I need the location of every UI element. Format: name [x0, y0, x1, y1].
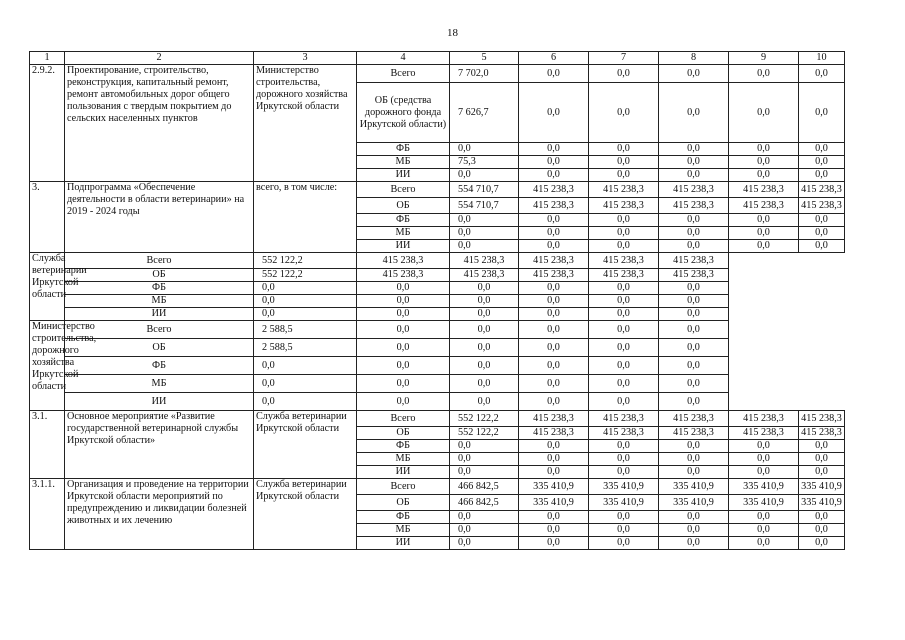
- value-year-1: 335 410,9: [519, 479, 589, 495]
- value-year-3: 335 410,9: [659, 495, 729, 511]
- funding-source: ФБ: [357, 440, 450, 453]
- value-year-1: 415 238,3: [357, 269, 450, 282]
- value-year-4: 0,0: [729, 214, 799, 227]
- funding-source: ФБ: [65, 357, 254, 375]
- column-header: 9: [729, 52, 799, 65]
- value-year-5: 0,0: [659, 375, 729, 393]
- item-code: 3.1.1.: [30, 479, 65, 550]
- item-code: 3.1.: [30, 411, 65, 479]
- value-year-5: 0,0: [799, 511, 845, 524]
- value-year-2: 0,0: [450, 339, 519, 357]
- value-year-3: 0,0: [659, 240, 729, 253]
- funding-source: ИИ: [357, 466, 450, 479]
- value-year-5: 0,0: [659, 295, 729, 308]
- table-row: [30, 282, 845, 295]
- value-year-2: 0,0: [450, 295, 519, 308]
- value-year-5: 335 410,9: [799, 495, 845, 511]
- value-year-3: 0,0: [519, 339, 589, 357]
- value-year-2: 335 410,9: [589, 479, 659, 495]
- column-header: 7: [589, 52, 659, 65]
- value-year-3: 0,0: [659, 466, 729, 479]
- column-header: 2: [65, 52, 254, 65]
- value-year-1: 0,0: [519, 214, 589, 227]
- funding-source: ОБ: [65, 339, 254, 357]
- value-year-5: 0,0: [799, 466, 845, 479]
- value-total: 0,0: [450, 511, 519, 524]
- value-year-2: 415 238,3: [589, 411, 659, 427]
- value-year-2: 0,0: [589, 511, 659, 524]
- value-year-2: 415 238,3: [450, 269, 519, 282]
- value-year-1: 415 238,3: [519, 198, 589, 214]
- value-total: 466 842,5: [450, 479, 519, 495]
- value-total: 2 588,5: [254, 339, 357, 357]
- value-year-1: 0,0: [519, 143, 589, 156]
- item-code: 2.9.2.: [30, 65, 65, 182]
- value-year-5: 0,0: [799, 169, 845, 182]
- funding-source: Всего: [357, 411, 450, 427]
- value-year-4: 0,0: [729, 156, 799, 169]
- value-year-2: 415 238,3: [450, 253, 519, 269]
- value-total: 0,0: [450, 240, 519, 253]
- value-year-3: 0,0: [519, 393, 589, 411]
- value-year-3: 0,0: [659, 143, 729, 156]
- value-year-5: 0,0: [799, 227, 845, 240]
- value-year-4: 415 238,3: [729, 411, 799, 427]
- value-year-1: 415 238,3: [519, 182, 589, 198]
- value-year-3: 0,0: [659, 65, 729, 83]
- value-year-4: 0,0: [729, 83, 799, 143]
- funding-source: ИИ: [65, 308, 254, 321]
- value-year-1: 0,0: [519, 440, 589, 453]
- value-year-2: 0,0: [589, 214, 659, 227]
- value-year-2: 0,0: [589, 83, 659, 143]
- value-year-2: 0,0: [450, 357, 519, 375]
- value-year-2: 0,0: [589, 143, 659, 156]
- value-year-4: 0,0: [729, 440, 799, 453]
- funding-source: ФБ: [357, 143, 450, 156]
- value-total: 554 710,7: [450, 198, 519, 214]
- value-year-4: 0,0: [589, 321, 659, 339]
- value-year-1: 0,0: [357, 321, 450, 339]
- funding-source: МБ: [65, 295, 254, 308]
- value-year-1: 0,0: [519, 156, 589, 169]
- value-year-2: 0,0: [589, 466, 659, 479]
- value-year-4: 0,0: [589, 308, 659, 321]
- table-row: [30, 357, 845, 375]
- value-year-2: 0,0: [589, 169, 659, 182]
- value-year-3: 415 238,3: [659, 198, 729, 214]
- value-total: 0,0: [254, 295, 357, 308]
- executor: Министерство строительства, дорожного хозяйства Иркутской области: [254, 65, 357, 182]
- funding-source: Всего: [357, 479, 450, 495]
- value-year-4: 0,0: [729, 524, 799, 537]
- funding-source: ФБ: [65, 282, 254, 295]
- value-year-4: 0,0: [729, 453, 799, 466]
- value-total: 75,3: [450, 156, 519, 169]
- value-year-3: 0,0: [659, 156, 729, 169]
- table-row: [30, 308, 845, 321]
- value-year-2: 415 238,3: [589, 182, 659, 198]
- value-year-5: 0,0: [799, 214, 845, 227]
- funding-source: ИИ: [65, 393, 254, 411]
- value-year-5: 415 238,3: [799, 198, 845, 214]
- value-year-3: 0,0: [659, 537, 729, 550]
- value-year-2: 0,0: [589, 524, 659, 537]
- value-year-4: 0,0: [729, 65, 799, 83]
- value-total: 0,0: [450, 143, 519, 156]
- column-header: 6: [519, 52, 589, 65]
- value-total: 466 842,5: [450, 495, 519, 511]
- value-year-2: 0,0: [589, 537, 659, 550]
- value-total: 0,0: [450, 227, 519, 240]
- table-row: [30, 269, 845, 282]
- column-header: 10: [799, 52, 845, 65]
- value-total: 0,0: [254, 308, 357, 321]
- funding-source: Всего: [357, 182, 450, 198]
- value-year-4: 0,0: [729, 143, 799, 156]
- value-year-2: 0,0: [450, 321, 519, 339]
- value-year-2: 415 238,3: [589, 198, 659, 214]
- column-header: 5: [450, 52, 519, 65]
- item-name: Организация и проведение на территории Иркутской области мероприятий по предупреждению и ликвидации болезней животных и их лечению: [65, 479, 254, 550]
- value-year-5: 415 238,3: [659, 269, 729, 282]
- value-year-5: 0,0: [659, 282, 729, 295]
- table-row: [30, 253, 845, 269]
- value-year-1: 0,0: [357, 295, 450, 308]
- value-year-5: 415 238,3: [799, 182, 845, 198]
- value-total: 2 588,5: [254, 321, 357, 339]
- value-year-3: 0,0: [659, 440, 729, 453]
- table-row: [30, 339, 845, 357]
- value-year-4: 0,0: [729, 466, 799, 479]
- table-row: [30, 321, 845, 339]
- value-year-1: 0,0: [519, 453, 589, 466]
- item-name: Основное мероприятие «Развитие государственной ветеринарной службы Иркутской области»: [65, 411, 254, 479]
- value-year-3: 0,0: [659, 511, 729, 524]
- value-total: 554 710,7: [450, 182, 519, 198]
- value-year-4: 0,0: [589, 295, 659, 308]
- item-name: Проектирование, строительство, реконструкция, капитальный ремонт, ремонт автомобильных дорог общего пользования с твердым покрытием до сельских населенных пунктов: [65, 65, 254, 182]
- value-year-1: 0,0: [519, 83, 589, 143]
- value-year-4: 0,0: [589, 339, 659, 357]
- value-year-3: 0,0: [519, 295, 589, 308]
- executor: Министерство строительства, дорожного хозяйства Иркутской области: [30, 321, 65, 411]
- value-total: 0,0: [450, 440, 519, 453]
- value-total: 0,0: [254, 393, 357, 411]
- funding-source: ИИ: [357, 537, 450, 550]
- value-year-5: 335 410,9: [799, 479, 845, 495]
- value-year-3: 0,0: [659, 214, 729, 227]
- value-year-5: 0,0: [799, 524, 845, 537]
- value-year-1: 415 238,3: [357, 253, 450, 269]
- value-year-5: 0,0: [659, 393, 729, 411]
- value-year-3: 0,0: [519, 308, 589, 321]
- value-year-3: 415 238,3: [659, 182, 729, 198]
- value-year-5: 415 238,3: [799, 427, 845, 440]
- funding-source: ОБ: [65, 269, 254, 282]
- value-year-2: 0,0: [589, 453, 659, 466]
- funding-source: МБ: [357, 156, 450, 169]
- value-year-4: 0,0: [589, 282, 659, 295]
- item-name: Подпрограмма «Обеспечение деятельности в области ветеринарии» на 2019 - 2024 годы: [65, 182, 254, 253]
- value-year-2: 0,0: [589, 440, 659, 453]
- value-total: 0,0: [450, 453, 519, 466]
- value-year-4: 0,0: [589, 375, 659, 393]
- table-row: [30, 411, 845, 427]
- value-year-5: 0,0: [799, 65, 845, 83]
- value-year-4: 0,0: [729, 227, 799, 240]
- table-row: [30, 479, 845, 495]
- value-year-2: 0,0: [450, 308, 519, 321]
- value-year-3: 0,0: [659, 83, 729, 143]
- value-year-3: 0,0: [519, 375, 589, 393]
- value-year-3: 415 238,3: [519, 269, 589, 282]
- column-header: 8: [659, 52, 729, 65]
- funding-source: МБ: [357, 227, 450, 240]
- funding-source: ОБ: [357, 198, 450, 214]
- value-year-5: 0,0: [799, 143, 845, 156]
- value-year-2: 0,0: [450, 282, 519, 295]
- value-year-4: 415 238,3: [729, 198, 799, 214]
- value-year-2: 0,0: [450, 375, 519, 393]
- header-row: [30, 52, 845, 65]
- value-year-3: 415 238,3: [659, 411, 729, 427]
- value-total: 0,0: [450, 524, 519, 537]
- column-header: 4: [357, 52, 450, 65]
- funding-source: ИИ: [357, 240, 450, 253]
- executor: Служба ветеринарии Иркутской области: [30, 253, 65, 321]
- value-year-3: 0,0: [519, 321, 589, 339]
- value-year-2: 335 410,9: [589, 495, 659, 511]
- value-year-5: 0,0: [799, 156, 845, 169]
- table-row: [30, 393, 845, 411]
- value-year-5: 0,0: [799, 440, 845, 453]
- funding-source: ФБ: [357, 214, 450, 227]
- funding-source: МБ: [65, 375, 254, 393]
- value-year-1: 0,0: [519, 169, 589, 182]
- value-total: 7 702,0: [450, 65, 519, 83]
- table-row: [30, 375, 845, 393]
- value-year-1: 0,0: [357, 357, 450, 375]
- value-year-3: 0,0: [659, 524, 729, 537]
- value-total: 0,0: [450, 169, 519, 182]
- value-year-4: 335 410,9: [729, 495, 799, 511]
- value-year-4: 0,0: [729, 537, 799, 550]
- value-total: 0,0: [450, 466, 519, 479]
- table-row: [30, 182, 845, 198]
- value-year-2: 0,0: [589, 240, 659, 253]
- item-code: 3.: [30, 182, 65, 253]
- table-row: [30, 295, 845, 308]
- value-year-1: 0,0: [519, 240, 589, 253]
- value-year-5: 0,0: [659, 339, 729, 357]
- value-year-2: 0,0: [589, 227, 659, 240]
- value-year-4: 415 238,3: [729, 427, 799, 440]
- page-number: 18: [447, 27, 458, 39]
- value-year-4: 0,0: [589, 357, 659, 375]
- value-year-4: 0,0: [729, 169, 799, 182]
- value-total: 552 122,2: [254, 253, 357, 269]
- funding-source: ФБ: [357, 511, 450, 524]
- funding-source: МБ: [357, 524, 450, 537]
- executor: Служба ветеринарии Иркутской области: [254, 479, 357, 550]
- value-year-4: 0,0: [589, 393, 659, 411]
- value-year-1: 0,0: [519, 65, 589, 83]
- value-total: 0,0: [254, 375, 357, 393]
- table-row: [30, 65, 845, 83]
- funding-source: Всего: [357, 65, 450, 83]
- value-year-5: 0,0: [799, 537, 845, 550]
- value-year-5: 0,0: [659, 308, 729, 321]
- value-year-1: 0,0: [357, 308, 450, 321]
- column-header: 3: [254, 52, 357, 65]
- value-year-3: 0,0: [519, 357, 589, 375]
- value-year-3: 415 238,3: [519, 253, 589, 269]
- value-year-4: 415 238,3: [729, 182, 799, 198]
- funding-source: Всего: [65, 321, 254, 339]
- value-year-1: 0,0: [357, 339, 450, 357]
- value-year-2: 415 238,3: [589, 427, 659, 440]
- budget-table: [29, 51, 845, 550]
- value-year-5: 415 238,3: [659, 253, 729, 269]
- value-total: 0,0: [450, 214, 519, 227]
- value-year-3: 0,0: [519, 282, 589, 295]
- value-total: 0,0: [450, 537, 519, 550]
- value-total: 0,0: [254, 282, 357, 295]
- value-year-3: 0,0: [659, 453, 729, 466]
- value-total: 552 122,2: [254, 269, 357, 282]
- value-year-3: 335 410,9: [659, 479, 729, 495]
- funding-source: ИИ: [357, 169, 450, 182]
- value-year-4: 415 238,3: [589, 253, 659, 269]
- funding-source: ОБ: [357, 495, 450, 511]
- value-total: 552 122,2: [450, 427, 519, 440]
- funding-source: ОБ (средства дорожного фонда Иркутской области): [357, 83, 450, 143]
- value-year-1: 0,0: [519, 524, 589, 537]
- value-year-1: 0,0: [519, 466, 589, 479]
- value-year-3: 415 238,3: [659, 427, 729, 440]
- value-year-1: 335 410,9: [519, 495, 589, 511]
- value-total: 0,0: [254, 357, 357, 375]
- value-year-1: 0,0: [357, 393, 450, 411]
- value-year-4: 0,0: [729, 511, 799, 524]
- column-header: 1: [30, 52, 65, 65]
- executor: всего, в том числе:: [254, 182, 357, 253]
- executor: Служба ветеринарии Иркутской области: [254, 411, 357, 479]
- value-year-1: 0,0: [519, 511, 589, 524]
- value-year-1: 415 238,3: [519, 411, 589, 427]
- value-year-2: 0,0: [589, 65, 659, 83]
- value-year-2: 0,0: [589, 156, 659, 169]
- value-year-2: 0,0: [450, 393, 519, 411]
- value-year-1: 0,0: [519, 537, 589, 550]
- value-year-3: 0,0: [659, 227, 729, 240]
- value-year-5: 415 238,3: [799, 411, 845, 427]
- value-year-5: 0,0: [799, 240, 845, 253]
- value-year-4: 335 410,9: [729, 479, 799, 495]
- value-year-5: 0,0: [799, 83, 845, 143]
- value-year-1: 0,0: [357, 375, 450, 393]
- value-year-1: 0,0: [519, 227, 589, 240]
- value-year-1: 415 238,3: [519, 427, 589, 440]
- funding-source: МБ: [357, 453, 450, 466]
- value-total: 552 122,2: [450, 411, 519, 427]
- funding-source: Всего: [65, 253, 254, 269]
- value-year-3: 0,0: [659, 169, 729, 182]
- value-year-4: 0,0: [729, 240, 799, 253]
- value-year-5: 0,0: [659, 357, 729, 375]
- funding-source: ОБ: [357, 427, 450, 440]
- value-year-5: 0,0: [799, 453, 845, 466]
- value-year-1: 0,0: [357, 282, 450, 295]
- value-year-4: 415 238,3: [589, 269, 659, 282]
- value-year-5: 0,0: [659, 321, 729, 339]
- value-total: 7 626,7: [450, 83, 519, 143]
